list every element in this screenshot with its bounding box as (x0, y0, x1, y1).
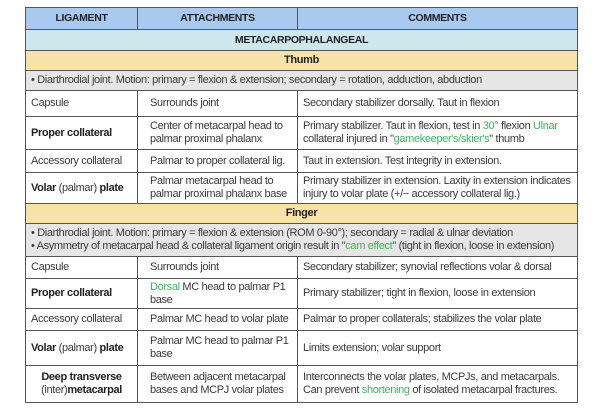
comments-cell (298, 309, 578, 331)
text-segment: (palmar) (55, 181, 100, 194)
attachments-cell (138, 279, 298, 309)
text-segment: plate (99, 181, 124, 194)
attachments-cell (138, 91, 298, 117)
text-segment: MC head to palmar P1 base (150, 280, 286, 306)
highlight-text: shortening (361, 384, 410, 396)
text-segment: Primary stabilizer. Taut in flexion, test in (303, 120, 483, 132)
text-segment: collateral injured in " (303, 133, 394, 145)
ligament-cell (26, 117, 138, 150)
header-comments: COMMENTS (298, 8, 578, 30)
comments-cell (298, 91, 578, 117)
ligament-table (25, 7, 578, 403)
text-segment: Interconnects the volar plates, MCPJs, and metacarpals. Can prevent (303, 371, 560, 396)
highlight-text: 30° (482, 120, 499, 132)
text-segment: Primary stabilizer; tight in flexion, loose in extension (303, 287, 536, 299)
text-segment: Surrounds joint (150, 97, 219, 109)
comments-cell (298, 331, 578, 366)
text-segment: plate (99, 341, 124, 354)
text-segment: Palmar MC head to volar plate (150, 313, 289, 325)
attachments-cell (138, 117, 298, 150)
text-segment: Limits extension; volar support (303, 341, 441, 354)
text-segment: Palmar MC head to palmar P1 base (150, 335, 289, 360)
text-segment: Primary stabilizer in extension. Laxity in extension indicates injury to volar plate (+/− accessory collateral lig.) (303, 175, 571, 200)
text-segment: metacarpal (67, 384, 122, 396)
text-segment: • Asymmetry of metacarpal head & collateral ligament origin result in " (31, 240, 346, 252)
table-row (26, 279, 578, 309)
table-row (26, 257, 578, 279)
ligament-cell (26, 279, 138, 309)
comments-cell (298, 117, 578, 150)
text-segment: (palmar) (55, 341, 100, 354)
ligament-cell (26, 173, 138, 204)
notes-cell (26, 71, 578, 91)
text-segment: " thumb (489, 133, 525, 145)
header-attachments: ATTACHMENTS (138, 8, 298, 30)
text-segment: Proper collateral (31, 126, 112, 139)
attachments-cell (138, 331, 298, 366)
comments-cell (298, 257, 578, 279)
text-segment: flexion (498, 120, 534, 132)
highlight-text: Ulnar (533, 120, 558, 132)
ligament-cell (26, 309, 138, 331)
text-segment: " (tight in flexion, loose in extension) (392, 240, 555, 252)
highlight-text: Dorsal (150, 280, 180, 293)
notes-row (26, 224, 578, 257)
header-row (26, 8, 578, 30)
table-row (26, 366, 578, 403)
text-segment: Secondary stabilizer; synovial reflections volar & dorsal (303, 261, 552, 273)
text-segment: Center of metacarpal head to palmar proximal phalanx (150, 120, 283, 145)
text-segment: Volar (31, 341, 56, 354)
section-row (26, 30, 578, 51)
attachments-cell (138, 309, 298, 331)
attachments-cell (138, 366, 298, 403)
highlight-text: gamekeeper's/skier's (393, 133, 490, 145)
attachments-cell (138, 150, 298, 173)
table-row (26, 173, 578, 204)
text-segment: Between adjacent metacarpal bases and MCPJ volar plates (150, 371, 286, 396)
comments-cell (298, 150, 578, 173)
text-segment: Accessory collateral (31, 154, 122, 167)
text-segment: • Diarthrodial joint. Motion: primary = flexion & extension; secondary = rotation, adduction, abduction (31, 74, 482, 86)
comments-cell (298, 366, 578, 403)
text-segment: (inter) (41, 384, 68, 396)
note-bullet (31, 227, 572, 240)
text-segment: Capsule (31, 261, 69, 273)
text-segment: Accessory collateral (31, 313, 122, 325)
table-row (26, 117, 578, 150)
text-segment: Deep transverse (41, 371, 122, 383)
ligament-cell (26, 331, 138, 366)
note-bullet (31, 240, 572, 253)
ligament-cell (26, 257, 138, 279)
comments-cell (298, 279, 578, 309)
text-segment: Volar (31, 181, 56, 194)
table-row (26, 331, 578, 366)
text-segment: Secondary stabilizer dorsally. Taut in flexion (303, 97, 500, 109)
text-segment: Palmar to proper collaterals; stabilizes the volar plate (303, 313, 542, 325)
table-row (26, 91, 578, 117)
subsection-title: Thumb (26, 51, 578, 71)
ligament-cell (26, 150, 138, 173)
text-segment: Capsule (31, 97, 69, 109)
note-bullet (31, 74, 572, 87)
notes-row (26, 71, 578, 91)
text-segment: Palmar metacarpal head to palmar proximal phalanx base (150, 175, 287, 200)
ligament-cell (26, 91, 138, 117)
section-title: METACARPOPHALANGEAL (26, 30, 578, 51)
subsection-row (26, 51, 578, 71)
notes-cell (26, 224, 578, 257)
text-segment: of isolated metacarpal fractures. (409, 384, 558, 396)
subsection-row (26, 204, 578, 224)
header-ligament: LIGAMENT (26, 8, 138, 30)
ligament-cell (26, 366, 138, 403)
text-segment: • Diarthrodial joint. Motion: primary = flexion & extension (ROM 0-90°); secondary = radial & ulnar deviation (31, 227, 513, 239)
text-segment: Surrounds joint (150, 261, 219, 273)
table-row (26, 309, 578, 331)
attachments-cell (138, 173, 298, 204)
comments-cell (298, 173, 578, 204)
subsection-title: Finger (26, 204, 578, 224)
text-segment: Taut in extension. Test integrity in extension. (303, 154, 502, 167)
text-segment: Proper collateral (31, 287, 112, 299)
text-segment: Palmar to proper collateral lig. (150, 154, 285, 167)
highlight-text: cam effect (345, 240, 393, 252)
attachments-cell (138, 257, 298, 279)
table-row (26, 150, 578, 173)
